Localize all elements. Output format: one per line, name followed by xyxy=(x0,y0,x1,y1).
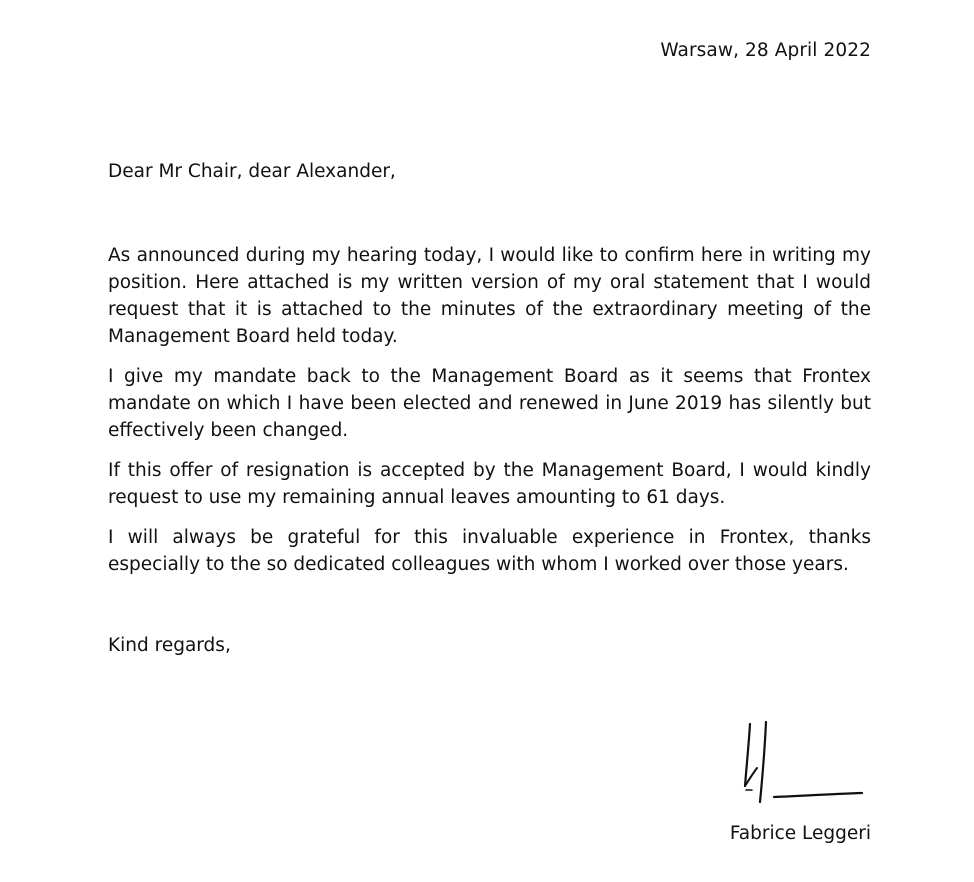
salutation: Dear Mr Chair, dear Alexander, xyxy=(108,161,396,182)
paragraph-4: I will always be grateful for this invaluable experience in Frontex, thanks especially to the so dedicated colleagues with whom I worked over those years. xyxy=(108,527,871,575)
date-line: Warsaw, 28 April 2022 xyxy=(660,40,871,61)
paragraph-1: As announced during my hearing today, I would like to confirm here in writing my position. Here attached is my written version of my oral statement that I would request that it is attached to the minutes of the extraordinary meeting of the Management Board held today. xyxy=(108,245,871,347)
signer-name: Fabrice Leggeri xyxy=(729,823,871,844)
paragraph-3: If this offer of resignation is accepted by the Management Board, I would kindly request to use my remaining annual leaves amounting to 61 days. xyxy=(108,460,871,508)
closing: Kind regards, xyxy=(108,635,231,656)
signature-icon xyxy=(738,716,868,808)
letter-body xyxy=(108,242,871,591)
paragraph-2: I give my mandate back to the Management Board as it seems that Frontex mandate on which I have been elected and renewed in June 2019 has silently but effectively been changed. xyxy=(108,366,871,441)
